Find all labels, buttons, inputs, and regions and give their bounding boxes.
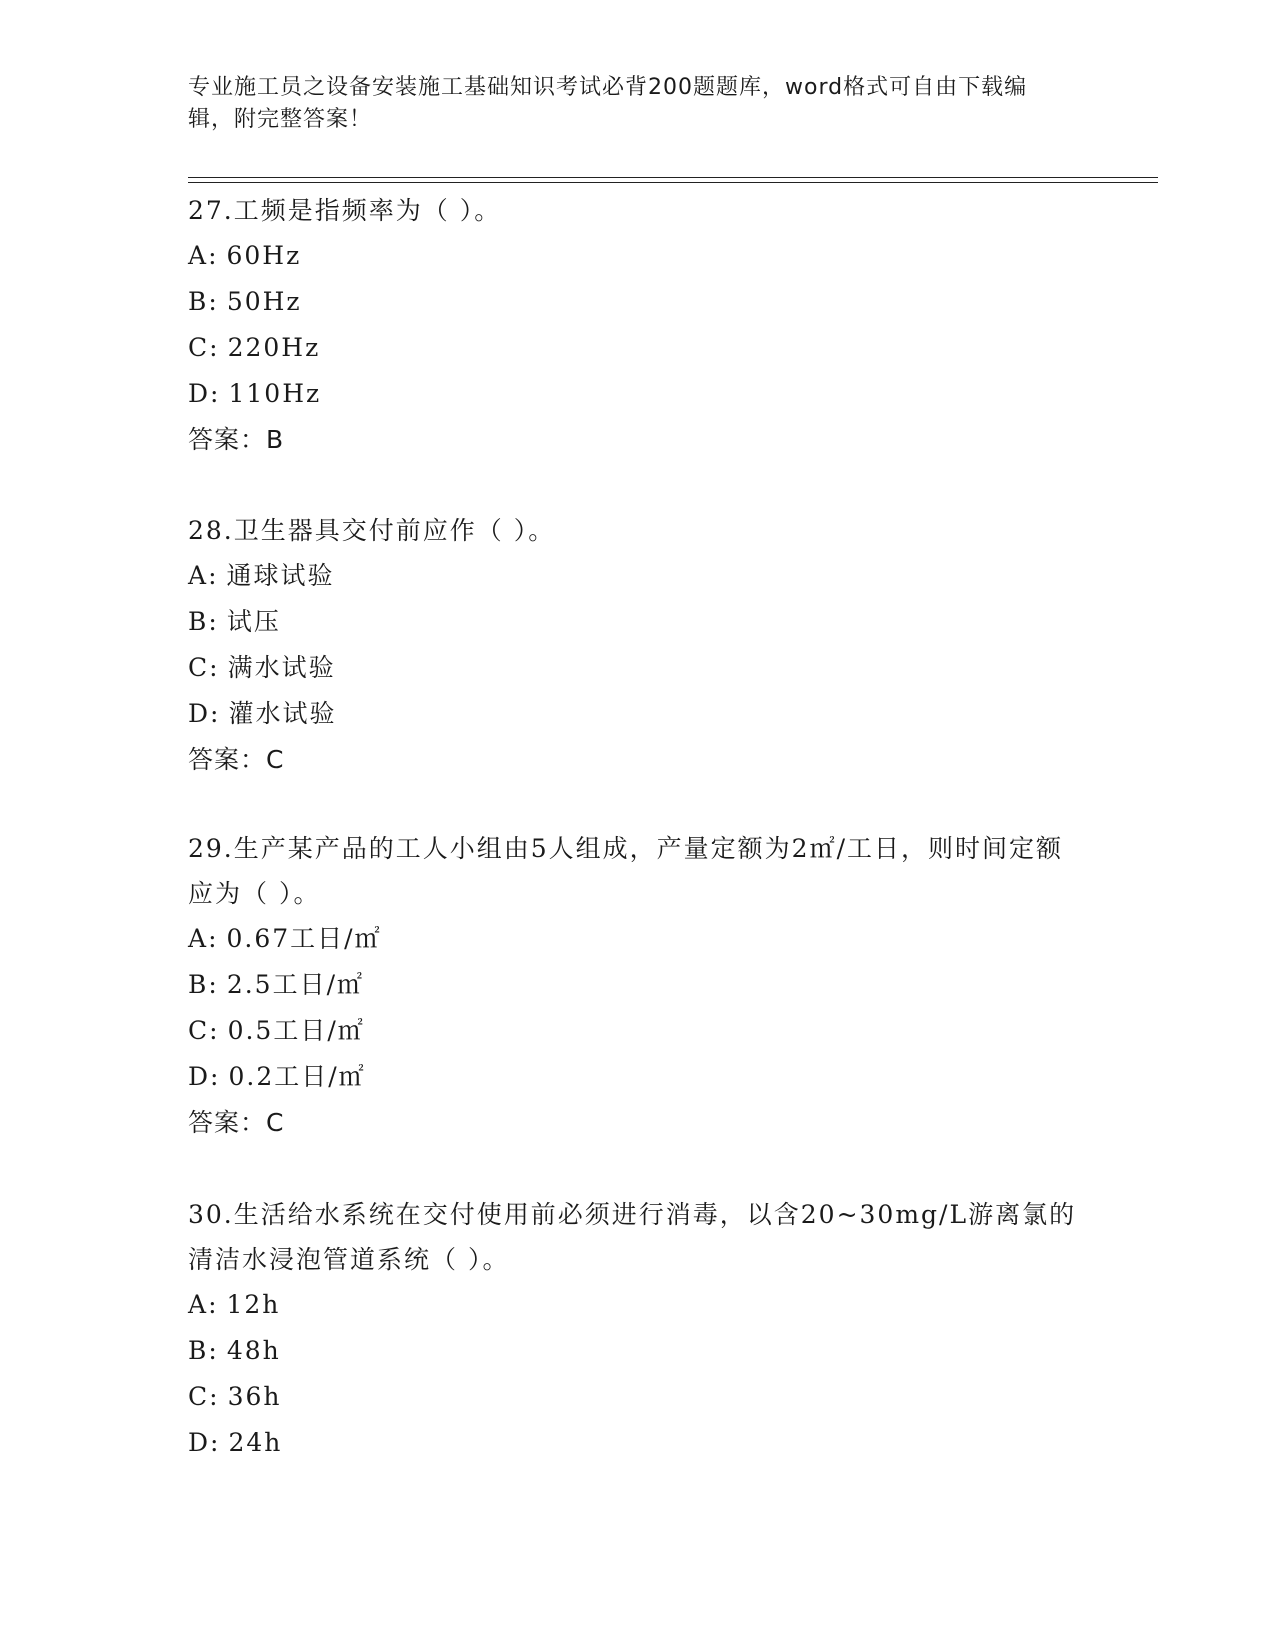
header-divider-bottom — [188, 182, 1158, 183]
option-letter: C — [188, 1382, 210, 1411]
option-text: 110Hz — [228, 379, 322, 408]
option-a: A: 0.67工日/㎡ — [188, 916, 1088, 962]
option-text: 0.67工日/㎡ — [226, 924, 382, 953]
option-a: A: 60Hz — [188, 233, 1088, 279]
option-c: C: 满水试验 — [188, 645, 1088, 691]
option-text: 50Hz — [226, 287, 302, 316]
question-stem: 28.卫生器具交付前应作（ ）。 — [188, 516, 556, 545]
option-letter: D — [188, 1428, 211, 1457]
option-text: 满水试验 — [227, 653, 336, 682]
option-text: 12h — [226, 1290, 281, 1319]
option-c: C: 0.5工日/㎡ — [188, 1008, 1088, 1054]
option-b: B: 试压 — [188, 599, 1088, 645]
option-letter: D — [188, 379, 211, 408]
option-a: A: 12h — [188, 1282, 1088, 1328]
question-29 — [188, 826, 1088, 1146]
option-text: 60Hz — [226, 241, 302, 270]
option-d: D: 110Hz — [188, 371, 1088, 417]
question-27 — [188, 188, 1088, 463]
option-letter: B — [188, 970, 209, 999]
option-letter: C — [188, 333, 210, 362]
option-letter: C — [188, 1016, 210, 1045]
option-a: A: 通球试验 — [188, 553, 1088, 599]
option-text: 220Hz — [227, 333, 321, 362]
option-text: 灌水试验 — [228, 699, 337, 728]
option-letter: C — [188, 653, 210, 682]
option-letter: B — [188, 607, 209, 636]
option-d: D: 0.2工日/㎡ — [188, 1054, 1088, 1100]
header-divider-top — [188, 177, 1158, 178]
option-letter: D — [188, 1062, 211, 1091]
option-letter: B — [188, 287, 209, 316]
option-b: B: 2.5工日/㎡ — [188, 962, 1088, 1008]
option-letter: D — [188, 699, 211, 728]
option-text: 36h — [227, 1382, 282, 1411]
option-text: 48h — [226, 1336, 281, 1365]
option-letter: B — [188, 1336, 209, 1365]
answer-line: 答案：C — [188, 1108, 285, 1137]
option-d: D: 灌水试验 — [188, 691, 1088, 737]
option-text: 0.5工日/㎡ — [227, 1016, 365, 1045]
question-stem: 27.工频是指频率为（ ）。 — [188, 196, 502, 225]
option-text: 2.5工日/㎡ — [226, 970, 364, 999]
option-letter: A — [188, 924, 209, 953]
option-c: C: 220Hz — [188, 325, 1088, 371]
option-d: D: 24h — [188, 1420, 1088, 1466]
question-30 — [188, 1192, 1088, 1466]
document-header: 专业施工员之设备安装施工基础知识考试必背200题题库，word格式可自由下载编辑，附完整答案！ — [188, 75, 1028, 132]
question-28 — [188, 508, 1088, 783]
option-text: 24h — [228, 1428, 283, 1457]
option-letter: A — [188, 241, 209, 270]
option-text: 通球试验 — [226, 561, 335, 590]
option-b: B: 50Hz — [188, 279, 1088, 325]
answer-line: 答案：C — [188, 745, 285, 774]
answer-line: 答案：B — [188, 425, 285, 454]
option-c: C: 36h — [188, 1374, 1088, 1420]
option-letter: A — [188, 1290, 209, 1319]
option-text: 试压 — [226, 607, 281, 636]
question-stem: 29.生产某产品的工人小组由5人组成，产量定额为2㎡/工日，则时间定额应为（ ）。 — [188, 834, 1063, 908]
question-stem: 30.生活给水系统在交付使用前必须进行消毒，以含20~30mg/L游离氯的清洁水浸泡管道系统（ ）。 — [188, 1200, 1077, 1274]
option-b: B: 48h — [188, 1328, 1088, 1374]
option-text: 0.2工日/㎡ — [228, 1062, 366, 1091]
option-letter: A — [188, 561, 209, 590]
